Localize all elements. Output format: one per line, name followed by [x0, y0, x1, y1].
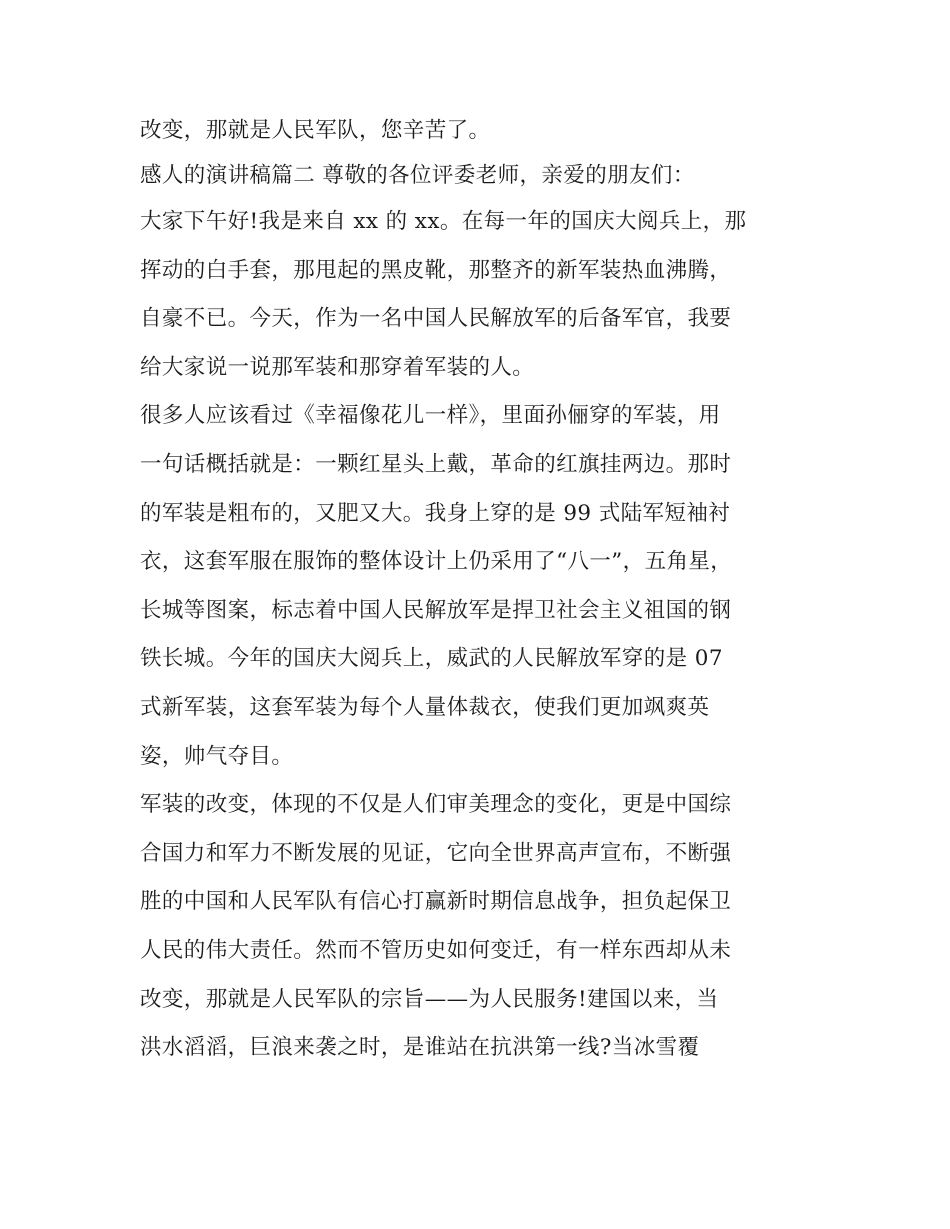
- text-line: 长城等图案，标志着中国人民解放军是捍卫社会主义祖国的钢: [140, 597, 732, 623]
- text-line: 挥动的白手套，那甩起的黑皮靴，那整齐的新军装热血沸腾，: [140, 257, 732, 283]
- text-line: 自豪不已。今天，作为一名中国人民解放军的后备军官，我要: [140, 306, 732, 332]
- text-line: 的军装是粗布的，又肥又大。我身上穿的是 99 式陆军短袖衬: [140, 500, 731, 526]
- text-line: 式新军装，这套军装为每个人量体裁衣，使我们更加飒爽英: [140, 694, 710, 720]
- text-line: 改变，那就是人民军队的宗旨——为人民服务!建国以来，当: [140, 986, 719, 1012]
- text-line: 衣，这套军服在服饰的整体设计上仍采用了“八一”，五角星，: [140, 549, 733, 575]
- text-line: 合国力和军力不断发展的见证，它向全世界高声宣布，不断强: [140, 840, 732, 866]
- text-line: 军装的改变，体现的不仅是人们审美理念的变化，更是中国综: [140, 792, 732, 818]
- text-line: 给大家说一说那军装和那穿着军装的人。: [140, 354, 535, 380]
- text-line: 一句话概括就是：一颗红星头上戴，革命的红旗挂两边。那时: [140, 451, 732, 477]
- text-line: 胜的中国和人民军队有信心打赢新时期信息战争，担负起保卫: [140, 889, 732, 915]
- text-line: 改变，那就是人民军队，您辛苦了。: [140, 118, 491, 143]
- document-body: [140, 108, 820, 1073]
- text-line: 姿，帅气夺目。: [140, 743, 294, 769]
- text-line: 感人的演讲稿篇二 尊敬的各位评委老师，亲爱的朋友们：: [140, 163, 695, 188]
- text-line: 大家下午好!我是来自 xx 的 xx。在每一年的国庆大阅兵上，那: [140, 209, 747, 234]
- text-line: 人民的伟大责任。然而不管历史如何变迁，有一样东西却从未: [140, 937, 732, 963]
- text-line: 很多人应该看过《幸福像花儿一样》，里面孙俪穿的军装，用: [140, 403, 721, 429]
- text-line: 铁长城。今年的国庆大阅兵上，威武的人民解放军穿的是 07: [140, 646, 723, 672]
- text-line: 洪水滔滔，巨浪来袭之时，是谁站在抗洪第一线?当冰雪覆: [140, 1035, 700, 1061]
